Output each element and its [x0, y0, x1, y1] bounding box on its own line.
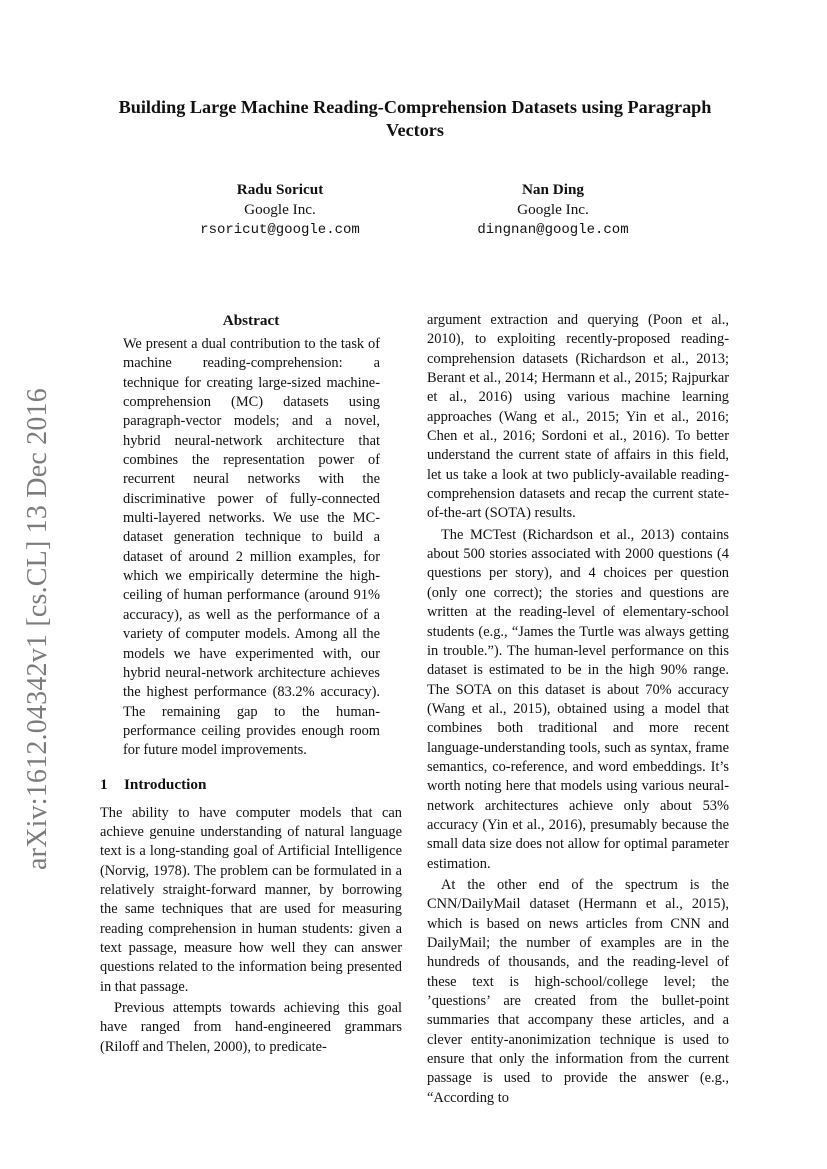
right-column — [427, 311, 729, 1108]
paper-title: Building Large Machine Reading-Comprehension Datasets using Paragraph Vectors — [118, 97, 712, 140]
author-affiliation: Google Inc. — [244, 201, 316, 218]
section-title: Introduction — [124, 775, 207, 793]
abstract-heading: Abstract — [222, 312, 280, 329]
left-column — [100, 311, 402, 1057]
body-paragraph: argument extraction and querying (Poon et al., 2010), to exploiting recently-proposed reading-comprehension datasets (Richardson et al., 2013; Berant et al., 2014; Hermann et al., 2015; Rajpurkar et al., 2016) using various machine learning approaches (Wang et al., 2015; Yin et al., 2016; Chen et al., 2016; Sordoni et al., 2016). To better understand the current state of affairs in this field, let us take a look at two publicly-available reading-comprehension datasets and recap the current state-of-the-art (SOTA) results. — [427, 312, 729, 522]
body-paragraph: The MCTest (Richardson et al., 2013) contains about 500 stories associated with 2000 questions (4 questions per story), and 4 choices per question (only one correct); the stories and questions are written at the reading-level of elementary-school students (e.g., “James the Turtle was always getting in trouble.”). The human-level performance on this dataset is estimated to be in the high 90% range. The SOTA on this dataset is about 70% accuracy (Wang et al., 2015), obtained using a model that combines both traditional and more recent language-understanding tools, such as syntax, frame semantics, co-reference, and word embeddings. It’s worth noting here that models using various neural-network architectures achieve only about 53% accuracy (Yin et al., 2016), presumably because the small data size does not allow for optimal parameter estimation. — [427, 526, 729, 872]
section-heading-introduction — [100, 775, 402, 795]
body-paragraph: At the other end of the spectrum is the CNN/DailyMail dataset (Hermann et al., 2015), which is based on news articles from CNN and DailyMail; the number of examples are in the hundreds of thousands, and the reading-level of these text is high-school/college level; the ’questions’ are created from the bullet-point summaries that accompany these articles, and a clever entity-anonimization technique is used to ensure that only the information from the current passage is used to provide the answer (e.g., “According to — [427, 876, 729, 1106]
intro-paragraph: Previous attempts towards achieving this goal have ranged from hand-engineered grammars (Riloff and Thelen, 2000), to predicate- — [100, 1000, 402, 1055]
author-block — [423, 180, 683, 240]
arxiv-stamp: arXiv:1612.04342v1 [cs.CL] 13 Dec 2016 — [22, 388, 53, 870]
author-email: rsoricut@google.com — [200, 222, 360, 238]
author-name: Nan Ding — [521, 181, 585, 198]
author-name: Radu Soricut — [236, 181, 324, 198]
intro-paragraph: The ability to have computer models that can achieve genuine understanding of natural language text is a long-standing goal of Artificial Intelligence (Norvig, 1978). The problem can be formulated in a relatively straight-forward manner, by borrowing the same techniques that are used for measuring reading comprehension in human students: given a text passage, measure how well they can answer questions related to the information being presented in that passage. — [100, 804, 402, 995]
author-email: dingnan@google.com — [477, 222, 629, 238]
abstract-text: We present a dual contribution to the task of machine reading-comprehension: a technique for creating large-sized machine-comprehension (MC) datasets using paragraph-vector models; and a novel, hybrid neural-network architecture that combines the representation power of recurrent neural networks with the discriminative power of fully-connected multi-layered networks. We use the MC-dataset generation technique to build a dataset of around 2 million examples, for which we empirically determine the high-ceiling of human performance (around 91% accuracy), as well as the performance of a variety of computer models. Among all the models we have experimented with, our hybrid neural-network architecture achieves the highest performance (83.2% accuracy). The remaining gap to the human-performance ceiling provides enough room for future model improvements. — [123, 336, 380, 759]
author-affiliation: Google Inc. — [517, 201, 589, 218]
section-number: 1 — [100, 775, 108, 793]
author-block — [150, 180, 410, 240]
